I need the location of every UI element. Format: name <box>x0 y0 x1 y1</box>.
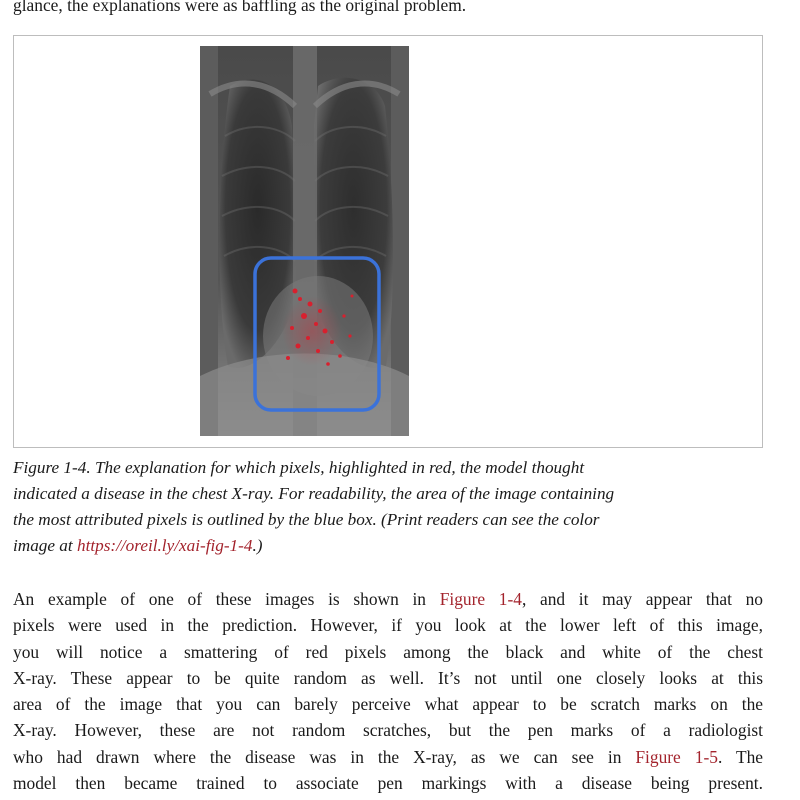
body-line: pixels were used in the prediction. However, if you look at the lower left of this image, <box>13 615 763 636</box>
body-line: X-ray. These appear to be quite random as well. It’s not until one closely looks at this <box>13 667 763 688</box>
caption-text-2: indicated a disease in the chest X-ray. For readability, the area of the image containing <box>13 484 615 503</box>
body-line <box>13 586 763 612</box>
chest-xray-image <box>200 46 409 436</box>
body-line-text: , and it may appear that no <box>521 589 763 609</box>
caption-label: Figure 1-4. <box>13 458 91 477</box>
body-line-text: who had drawn where the disease was in the X-ray, as we can see in <box>13 746 636 767</box>
preceding-paragraph-line: glance, the explanations were as baffling as the original problem. <box>13 0 467 15</box>
caption-text-4: image at <box>13 536 77 555</box>
figure-caption <box>13 455 773 559</box>
caption-text-1: The explanation for which pixels, highlighted in red, the model thought <box>94 458 585 477</box>
body-line <box>13 744 763 770</box>
body-paragraph <box>13 586 763 796</box>
body-line: model then became trained to associate pen markings with a disease being present. <box>13 773 763 794</box>
body-line: area of the image that you can barely perceive what appear to be scratch marks on the <box>13 694 763 715</box>
figure-reference-link[interactable]: Figure 1-4 <box>439 589 522 609</box>
body-line: X-ray. However, these are not random scratches, but the pen marks of a radiologist <box>13 720 763 741</box>
caption-end: .) <box>252 536 263 555</box>
body-line-text: An example of one of these images is shown in <box>13 589 440 609</box>
figure-reference-link[interactable]: Figure 1-5 <box>635 746 718 767</box>
body-line-text: . The <box>717 746 764 767</box>
caption-link[interactable]: https://oreil.ly/xai-fig-1-4 <box>76 536 253 555</box>
body-line: you will notice a smattering of red pixels among the black and white of the chest <box>13 641 763 662</box>
caption-text-3: the most attributed pixels is outlined by the blue box. (Print readers can see the color <box>13 510 600 529</box>
